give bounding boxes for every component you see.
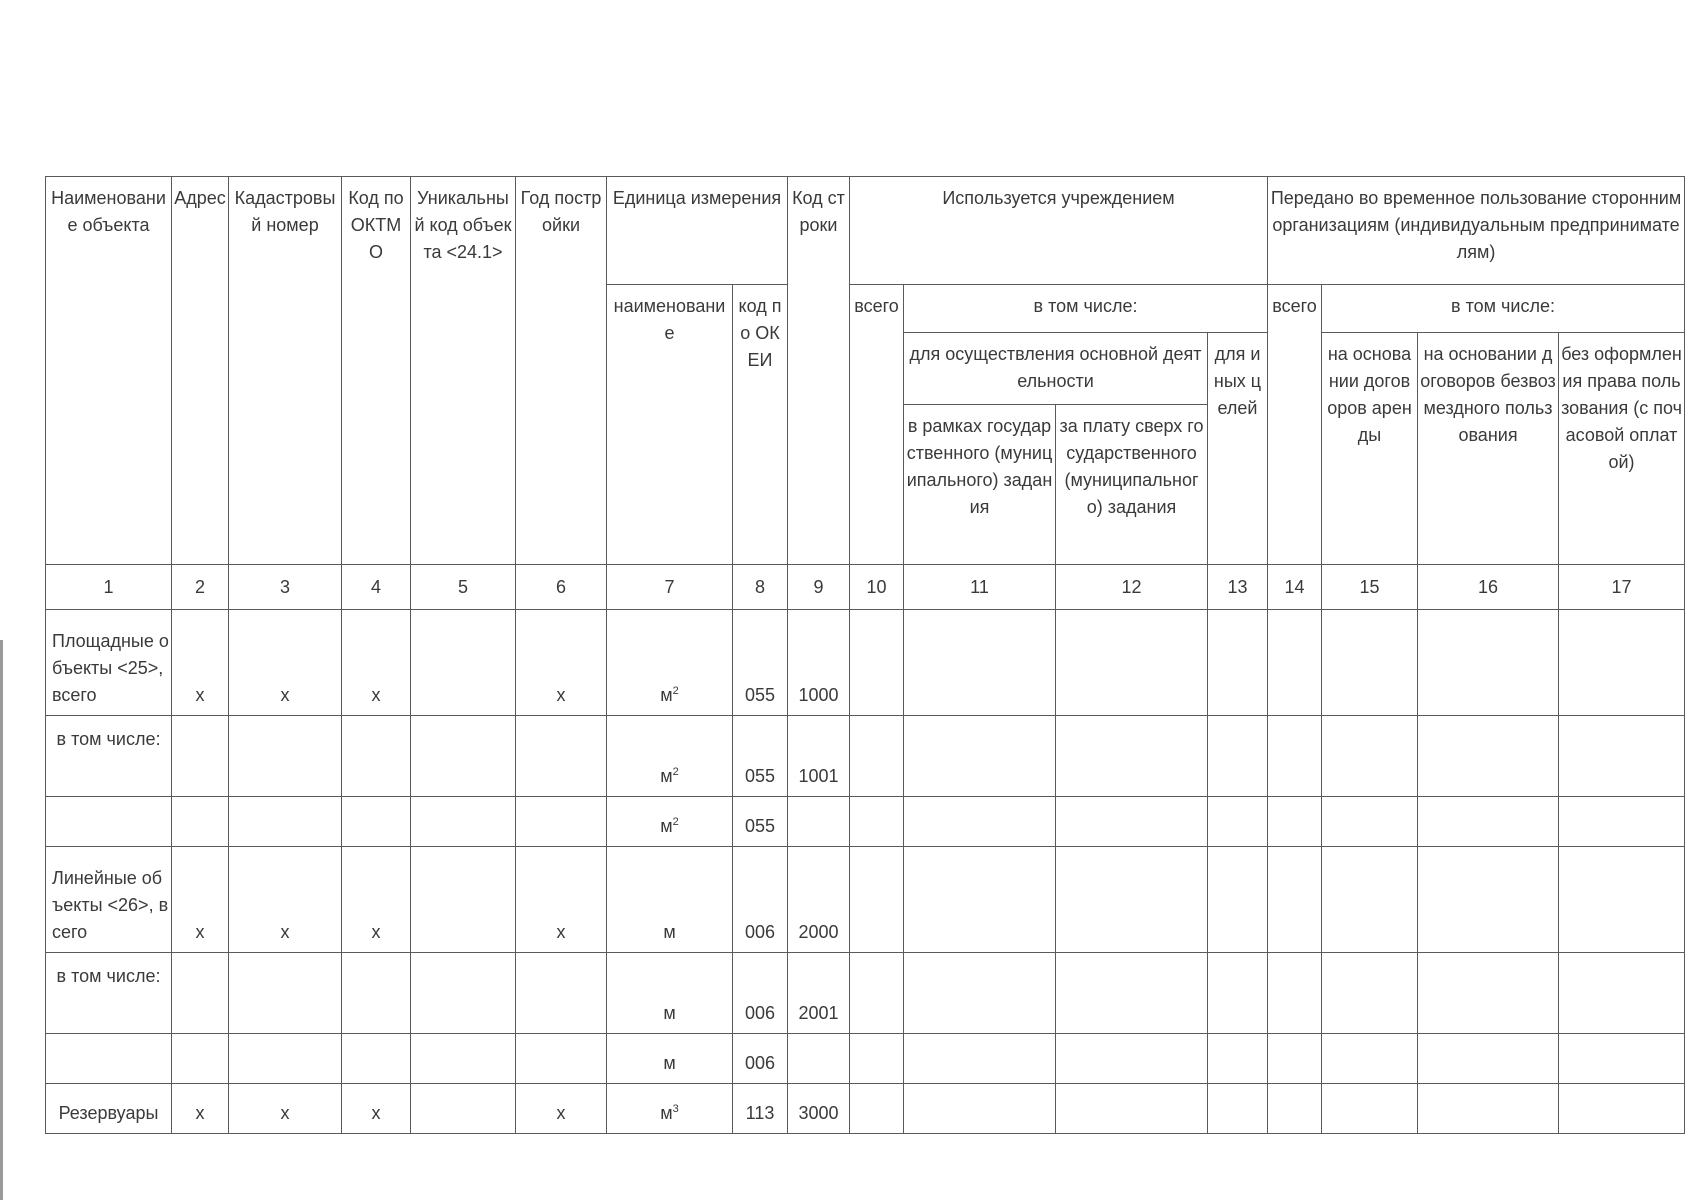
column-number: 14 <box>1268 565 1322 610</box>
row-cell <box>850 1084 904 1134</box>
row-object-name: Линейные объекты <26>, всего <box>46 847 172 953</box>
row-okei: 006 <box>733 1034 788 1084</box>
row-cell <box>1208 610 1268 716</box>
row-line-code <box>788 797 850 847</box>
header-line-code: Код строки <box>788 177 850 565</box>
row-cell <box>904 847 1056 953</box>
column-number: 16 <box>1418 565 1559 610</box>
row-address <box>172 1034 229 1084</box>
row-cell <box>1056 610 1208 716</box>
row-cadastral <box>229 953 342 1034</box>
header-used-including: в том числе: <box>904 285 1268 333</box>
row-cell <box>1322 953 1418 1034</box>
row-cell <box>1559 847 1685 953</box>
row-line-code: 2000 <box>788 847 850 953</box>
header-transfer-group: Передано во временное пользование сторонним организациям (индивидуальным предпринимателям) <box>1268 177 1685 285</box>
header-other-purposes: для иных целей <box>1208 333 1268 565</box>
row-cell <box>904 953 1056 1034</box>
row-build-year: x <box>516 847 607 953</box>
header-build-year: Год постройки <box>516 177 607 565</box>
row-cell <box>1418 953 1559 1034</box>
row-cell <box>1268 847 1322 953</box>
row-object-name <box>46 797 172 847</box>
row-cell <box>1208 716 1268 797</box>
column-number: 15 <box>1322 565 1418 610</box>
row-unit <box>607 610 733 716</box>
row-cell <box>1559 1034 1685 1084</box>
row-cell <box>1418 1084 1559 1134</box>
table-row <box>46 1084 1685 1134</box>
table-row <box>46 953 1685 1034</box>
header-used-total: всего <box>850 285 904 565</box>
row-cell <box>1268 953 1322 1034</box>
row-cell <box>1418 847 1559 953</box>
row-okei: 113 <box>733 1084 788 1134</box>
header-row-1 <box>46 177 1685 285</box>
row-oktmo <box>342 716 411 797</box>
column-number: 9 <box>788 565 850 610</box>
column-number: 11 <box>904 565 1056 610</box>
row-cell <box>1268 1034 1322 1084</box>
row-unique-code <box>411 1034 516 1084</box>
row-cell <box>850 797 904 847</box>
row-unit-base: м <box>660 1103 673 1123</box>
header-above-assignment: за плату сверх государственного (муниципального) задания <box>1056 405 1208 565</box>
row-oktmo <box>342 797 411 847</box>
column-number: 10 <box>850 565 904 610</box>
row-address: x <box>172 1084 229 1134</box>
row-unit <box>607 847 733 953</box>
row-cell <box>850 716 904 797</box>
row-build-year <box>516 797 607 847</box>
row-unit <box>607 953 733 1034</box>
row-okei: 055 <box>733 797 788 847</box>
scan-edge-line <box>0 640 3 1200</box>
row-cell <box>1559 797 1685 847</box>
row-unique-code <box>411 716 516 797</box>
row-cadastral <box>229 716 342 797</box>
row-cell <box>1559 953 1685 1034</box>
row-cell <box>1418 1034 1559 1084</box>
column-number-row <box>46 565 1685 610</box>
row-address <box>172 797 229 847</box>
row-cadastral <box>229 797 342 847</box>
row-cell <box>1322 1034 1418 1084</box>
row-build-year: x <box>516 610 607 716</box>
header-cadastral-number: Кадастровый номер <box>229 177 342 565</box>
row-line-code <box>788 1034 850 1084</box>
row-cell <box>1559 1084 1685 1134</box>
header-address: Адрес <box>172 177 229 565</box>
column-number: 1 <box>46 565 172 610</box>
row-cell <box>1322 1084 1418 1134</box>
row-address: x <box>172 847 229 953</box>
row-cell <box>904 1084 1056 1134</box>
row-unit <box>607 1084 733 1134</box>
row-cell <box>1559 610 1685 716</box>
row-object-name: в том числе: <box>46 716 172 797</box>
header-no-formal-right: без оформления права пользования (с почасовой оплатой) <box>1559 333 1685 565</box>
row-cell <box>1208 797 1268 847</box>
row-address: x <box>172 610 229 716</box>
row-unit-base: м <box>660 766 673 786</box>
row-line-code: 3000 <box>788 1084 850 1134</box>
row-line-code: 2001 <box>788 953 850 1034</box>
row-build-year <box>516 1034 607 1084</box>
row-unique-code <box>411 797 516 847</box>
row-okei: 055 <box>733 610 788 716</box>
row-cadastral: x <box>229 610 342 716</box>
row-cell <box>1322 797 1418 847</box>
column-number: 17 <box>1559 565 1685 610</box>
row-cell <box>850 847 904 953</box>
column-number: 8 <box>733 565 788 610</box>
row-cell <box>1056 1084 1208 1134</box>
table-row <box>46 847 1685 953</box>
header-unit-name: наименование <box>607 285 733 565</box>
table-row <box>46 1034 1685 1084</box>
row-unit-base: м <box>660 816 673 836</box>
row-cell <box>1559 716 1685 797</box>
row-cell <box>850 1034 904 1084</box>
row-object-name: Площадные объекты <25>, всего <box>46 610 172 716</box>
row-cell <box>1322 847 1418 953</box>
header-transfer-total: всего <box>1268 285 1322 565</box>
header-transfer-including: в том числе: <box>1322 285 1685 333</box>
row-oktmo <box>342 1034 411 1084</box>
row-cell <box>1322 610 1418 716</box>
header-used-group: Используется учреждением <box>850 177 1268 285</box>
row-cell <box>1208 953 1268 1034</box>
row-cell <box>1418 716 1559 797</box>
row-unit-base: м <box>663 1053 676 1073</box>
row-cell <box>1322 716 1418 797</box>
header-okei-code: код по ОКЕИ <box>733 285 788 565</box>
header-unit-group: Единица измерения <box>607 177 788 285</box>
row-oktmo: x <box>342 610 411 716</box>
row-cadastral <box>229 1034 342 1084</box>
row-cell <box>1056 716 1208 797</box>
row-unit-power: 2 <box>672 816 679 828</box>
row-unit <box>607 716 733 797</box>
row-okei: 006 <box>733 847 788 953</box>
column-number: 12 <box>1056 565 1208 610</box>
row-unique-code <box>411 610 516 716</box>
row-unit-base: м <box>660 685 673 705</box>
row-unique-code <box>411 1084 516 1134</box>
column-number: 4 <box>342 565 411 610</box>
table-row <box>46 716 1685 797</box>
column-number: 2 <box>172 565 229 610</box>
row-unit-power: 3 <box>672 1103 679 1115</box>
row-oktmo: x <box>342 847 411 953</box>
row-cell <box>1208 1034 1268 1084</box>
row-cell <box>850 610 904 716</box>
row-oktmo: x <box>342 1084 411 1134</box>
row-unit-base: м <box>663 1003 676 1023</box>
column-number: 13 <box>1208 565 1268 610</box>
row-cell <box>904 797 1056 847</box>
row-address <box>172 953 229 1034</box>
header-unique-code: Уникальный код объекта <24.1> <box>411 177 516 565</box>
column-number: 3 <box>229 565 342 610</box>
row-unit-base: м <box>663 922 676 942</box>
row-line-code: 1001 <box>788 716 850 797</box>
row-object-name: в том числе: <box>46 953 172 1034</box>
header-lease-agreements: на основании договоров аренды <box>1322 333 1418 565</box>
row-build-year <box>516 716 607 797</box>
row-cell <box>1056 1034 1208 1084</box>
row-cell <box>1208 847 1268 953</box>
row-cell <box>904 716 1056 797</box>
row-cell <box>1268 1084 1322 1134</box>
row-address <box>172 716 229 797</box>
row-cell <box>1056 797 1208 847</box>
row-okei: 006 <box>733 953 788 1034</box>
row-cell <box>1056 847 1208 953</box>
table-row <box>46 610 1685 716</box>
row-cell <box>1056 953 1208 1034</box>
row-oktmo <box>342 953 411 1034</box>
header-within-assignment: в рамках государственного (муниципального) задания <box>904 405 1056 565</box>
header-object-name: Наименование объекта <box>46 177 172 565</box>
column-number: 7 <box>607 565 733 610</box>
row-object-name: Резервуары <box>46 1084 172 1134</box>
row-cell <box>1268 797 1322 847</box>
row-unit-power: 2 <box>672 766 679 778</box>
row-build-year: x <box>516 1084 607 1134</box>
row-cadastral: x <box>229 1084 342 1134</box>
row-unique-code <box>411 953 516 1034</box>
column-number: 5 <box>411 565 516 610</box>
table-row <box>46 797 1685 847</box>
row-cell <box>1418 797 1559 847</box>
property-usage-table <box>45 176 1685 1134</box>
row-unit <box>607 797 733 847</box>
row-cell <box>1268 716 1322 797</box>
row-okei: 055 <box>733 716 788 797</box>
row-unit-power: 2 <box>672 685 679 697</box>
row-cell <box>904 610 1056 716</box>
row-cell <box>904 1034 1056 1084</box>
row-build-year <box>516 953 607 1034</box>
column-number: 6 <box>516 565 607 610</box>
row-unique-code <box>411 847 516 953</box>
row-cell <box>1418 610 1559 716</box>
header-main-activity: для осуществления основной деятельности <box>904 333 1208 405</box>
row-cell <box>1208 1084 1268 1134</box>
row-cell <box>850 953 904 1034</box>
row-unit <box>607 1034 733 1084</box>
header-oktmo-code: Код по ОКТМО <box>342 177 411 565</box>
row-cell <box>1268 610 1322 716</box>
row-object-name <box>46 1034 172 1084</box>
row-line-code: 1000 <box>788 610 850 716</box>
header-free-use-agreements: на основании договоров безвозмездного пользования <box>1418 333 1559 565</box>
row-cadastral: x <box>229 847 342 953</box>
